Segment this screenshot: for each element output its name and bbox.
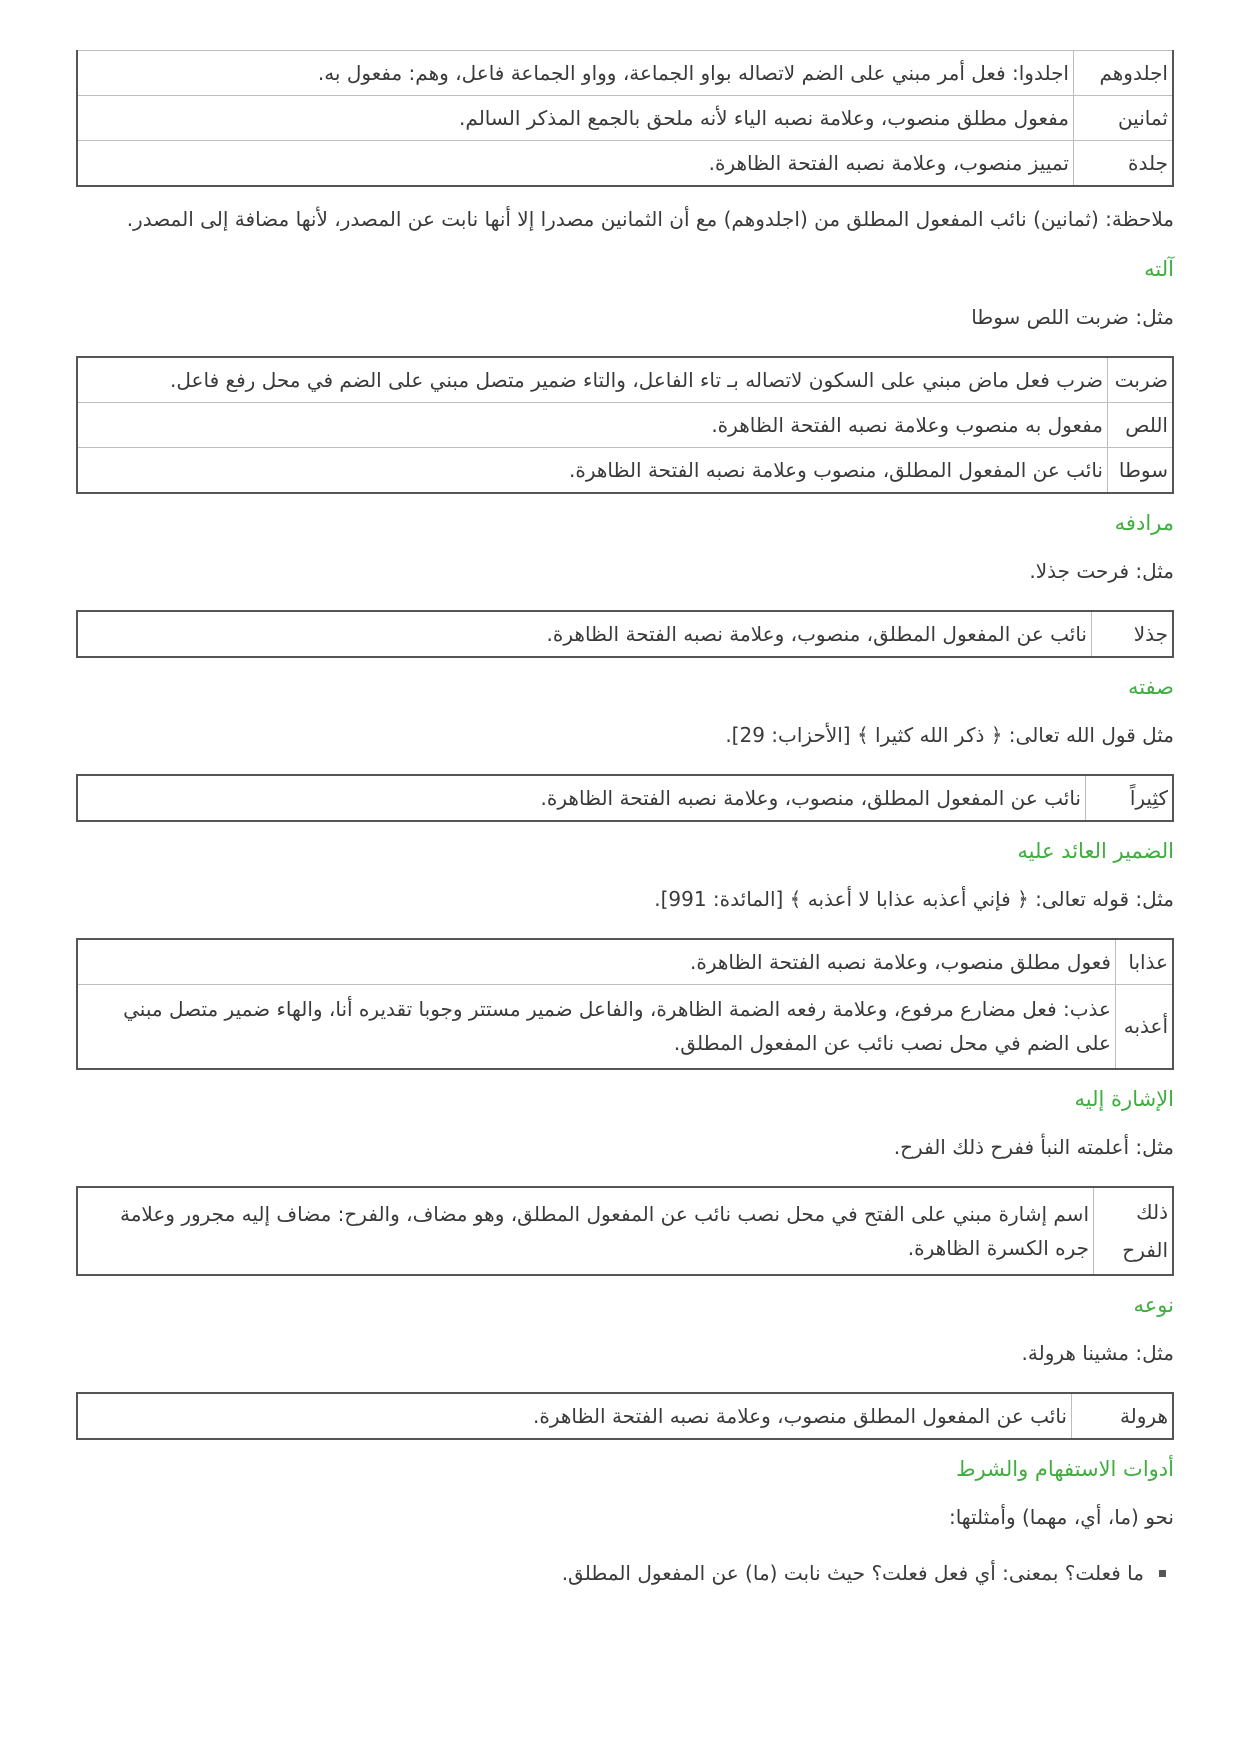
word-cell: ضربت <box>1108 357 1174 403</box>
description-cell: تمييز منصوب، وعلامة نصبه الفتحة الظاهرة. <box>77 141 1074 187</box>
table-row <box>77 775 1173 821</box>
table-row <box>77 448 1173 494</box>
table-row <box>77 939 1173 985</box>
section-heading-alat: آلته <box>1144 257 1174 281</box>
description-cell: نائب عن المفعول المطلق، منصوب وعلامة نصبه الفتحة الظاهرة. <box>77 448 1108 494</box>
word-cell: أعذبه <box>1116 985 1174 1069</box>
description-cell: اسم إشارة مبني على الفتح في محل نصب نائب عن المفعول المطلق، وهو مضاف، والفرح: مضاف إليه مجرور وعلامة جره الكسرة الظاهرة. <box>77 1187 1094 1275</box>
example-sentence: نحو (ما، أي، مهما) وأمثلتها: <box>948 1504 1174 1529</box>
description-cell: ضرب فعل ماض مبني على السكون لاتصاله بـ تاء الفاعل، والتاء ضمير متصل مبني على الضم في محل رفع فاعل. <box>77 357 1108 403</box>
description-cell: مفعول مطلق منصوب، وعلامة نصبه الياء لأنه ملحق بالجمع المذكر السالم. <box>77 96 1074 141</box>
example-sentence: مثل: أعلمته النبأ ففرح ذلك الفرح. <box>893 1134 1174 1159</box>
example-sentence: مثل: فرحت جذلا. <box>1029 559 1174 583</box>
table-row <box>77 1393 1173 1439</box>
list-item <box>76 1556 1174 1590</box>
irab-table-damir <box>76 938 1174 1070</box>
description-cell: اجلدوا: فعل أمر مبني على الضم لاتصاله بواو الجماعة، وواو الجماعة فاعل، وهم: مفعول به. <box>77 51 1074 96</box>
section-heading-naw: نوعه <box>1133 1292 1174 1317</box>
section-heading-muradif: مرادفه <box>1114 511 1174 535</box>
note-paragraph: ملاحظة: (ثمانين) نائب المفعول المطلق من (اجلدوهم) مع أن الثمانين مصدرا إلا أنها نابت عن المصدر، لأنها مضافة إلى المصدر. <box>126 207 1174 231</box>
word-cell: اجلدوهم <box>1074 51 1174 96</box>
table-row <box>77 1187 1173 1275</box>
word-cell: سوطا <box>1108 448 1174 494</box>
bullet-list <box>76 1556 1174 1590</box>
table-row <box>77 141 1173 187</box>
table-row <box>77 357 1173 403</box>
description-cell: فعول مطلق منصوب، وعلامة نصبه الفتحة الظاهرة. <box>77 939 1116 985</box>
word-cell: ثمانين <box>1074 96 1174 141</box>
table-row <box>77 611 1173 657</box>
word-cell: جلدة <box>1074 141 1174 187</box>
irab-table-sifa <box>76 774 1174 822</box>
irab-table-ijlidu <box>76 50 1174 187</box>
word-cell: اللص <box>1108 403 1174 448</box>
table-row <box>77 985 1173 1069</box>
irab-table-ishara <box>76 1186 1174 1276</box>
example-sentence: مثل: مشينا هرولة. <box>1021 1340 1174 1365</box>
description-cell: نائب عن المفعول المطلق، منصوب، وعلامة نصبه الفتحة الظاهرة. <box>77 611 1092 657</box>
word-cell: كثِيراً <box>1086 775 1174 821</box>
list-item-text: ما فعلت؟ بمعنى: أي فعل فعلت؟ حيث نابت (ما) عن المفعول المطلق. <box>561 1560 1144 1585</box>
word-cell: ذلك الفرح <box>1094 1187 1174 1275</box>
article-content <box>76 0 1174 1590</box>
table-row <box>77 51 1173 96</box>
word-cell: هرولة <box>1072 1393 1174 1439</box>
irab-table-muradif <box>76 610 1174 658</box>
example-sentence: مثل: ضربت اللص سوطا <box>971 305 1174 329</box>
table-row <box>77 403 1173 448</box>
description-cell: نائب عن المفعول المطلق، منصوب، وعلامة نصبه الفتحة الظاهرة. <box>77 775 1086 821</box>
section-heading-ishara: الإشارة إليه <box>1074 1086 1174 1111</box>
example-sentence: مثل قول الله تعالى: ﴿ ذكر الله كثيرا ﴾ [الأحزاب: 29]. <box>725 723 1174 747</box>
irab-table-naw <box>76 1392 1174 1440</box>
description-cell: عذب: فعل مضارع مرفوع، وعلامة رفعه الضمة الظاهرة، والفاعل ضمير مستتر وجوبا تقديره أنا، والهاء ضمير متصل مبني على الضم في محل نصب نائب عن المفعول المطلق. <box>77 985 1116 1069</box>
section-heading-damir: الضمير العائد عليه <box>1017 839 1174 863</box>
square-bullet-icon <box>1159 1570 1166 1577</box>
word-cell: جذلا <box>1092 611 1174 657</box>
table-row <box>77 96 1173 141</box>
description-cell: نائب عن المفعول المطلق منصوب، وعلامة نصبه الفتحة الظاهرة. <box>77 1393 1072 1439</box>
description-cell: مفعول به منصوب وعلامة نصبه الفتحة الظاهرة. <box>77 403 1108 448</box>
section-heading-adawat: أدوات الاستفهام والشرط <box>956 1456 1174 1481</box>
irab-table-alat <box>76 356 1174 494</box>
word-cell: عذابا <box>1116 939 1174 985</box>
example-sentence: مثل: قوله تعالى: ﴿ فإني أعذبه عذابا لا أعذبه ﴾ [المائدة: 991]. <box>654 887 1174 911</box>
section-heading-sifa: صفته <box>1127 675 1174 699</box>
